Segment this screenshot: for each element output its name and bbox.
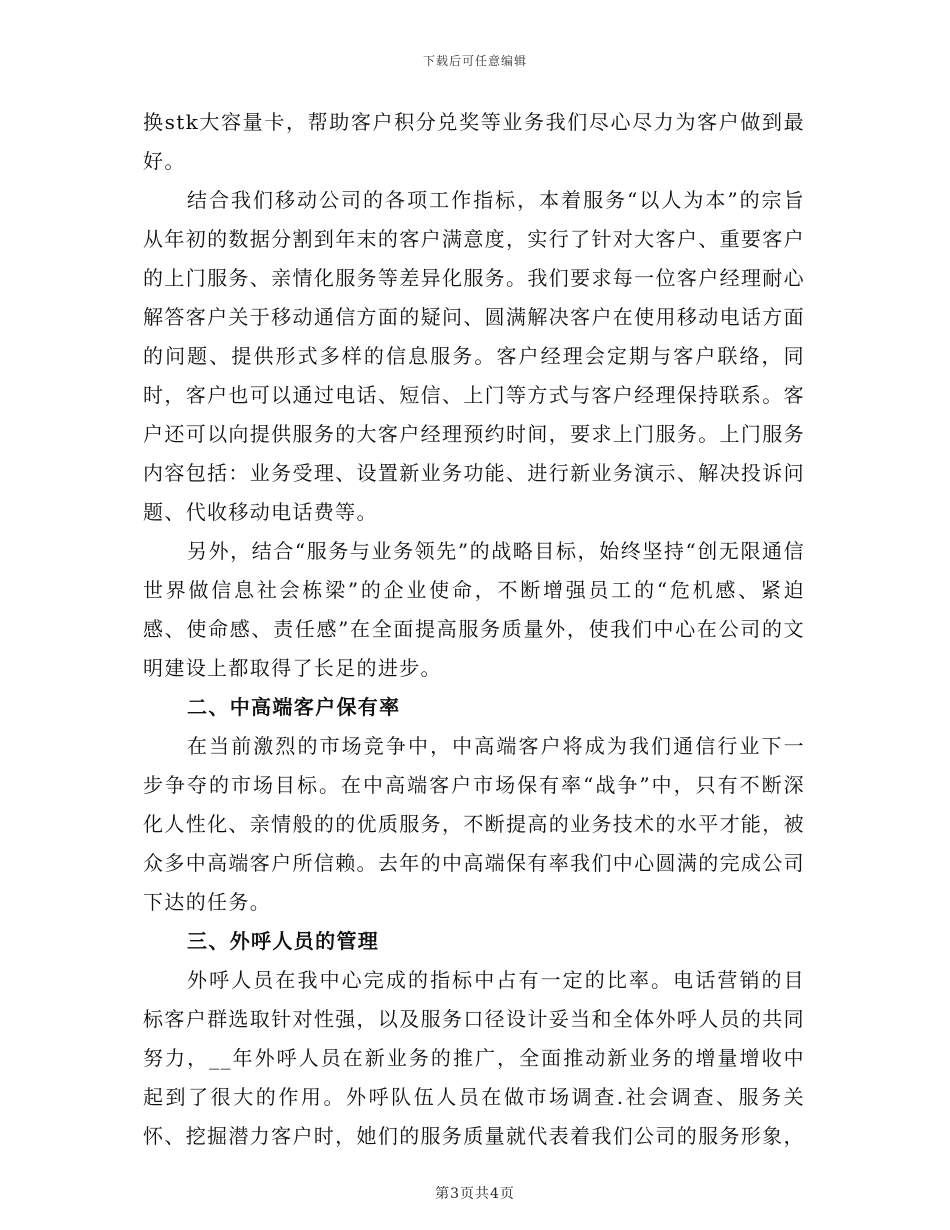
page-header: 下载后可任意编辑 xyxy=(422,54,527,68)
document-body xyxy=(143,103,805,1156)
section-heading-outbound-staff: 三、外呼人员的管理 xyxy=(187,929,380,953)
paragraph-outbound-staff: 外呼人员在我中心完成的指标中占有一定的比率。电话营销的目标客户群选取针对性强，以及服务口径设计妥当和全体外呼人员的共同努力，__年外呼人员在新业务的推广，全面推动新业务的增量增收中起到了很大的作用。外呼队伍人员在做市场调查.社会调查、服务关怀、挖掘潜力客户时，她们的服务质量就代表着我们公司的服务形象， xyxy=(143,968,805,1148)
section-heading-high-end-retention: 二、中高端客户保有率 xyxy=(187,695,401,719)
paragraph-strategy: 另外，结合“服务与业务领先”的战略目标，始终坚持“创无限通信世界做信息社会栋梁”的企业使命，不断增强员工的“危机感、紧迫感、使命感、责任感”在全面提高服务质量外，使我们中心在公司的文明建设上都取得了长足的进步。 xyxy=(143,539,805,680)
page-footer: 第3页共4页 xyxy=(435,1186,515,1202)
paragraph-continued: 换stk大容量卡，帮助客户积分兑奖等业务我们尽心尽力为客户做到最好。 xyxy=(143,110,805,173)
paragraph-customer-service: 结合我们移动公司的各项工作指标，本着服务“以人为本”的宗旨从年初的数据分割到年末的客户满意度，实行了针对大客户、重要客户的上门服务、亲情化服务等差异化服务。我们要求每一位客户经理耐心解答客户关于移动通信方面的疑问、圆满解决客户在使用移动电话方面的问题、提供形式多样的信息服务。客户经理会定期与客户联络，同时，客户也可以通过电话、短信、上门等方式与客户经理保持联系。客户还可以向提供服务的大客户经理预约时间，要求上门服务。上门服务内容包括：业务受理、设置新业务功能、进行新业务演示、解决投诉问题、代收移动电话费等。 xyxy=(143,188,805,524)
paragraph-high-end-retention: 在当前激烈的市场竞争中，中高端客户将成为我们通信行业下一步争夺的市场目标。在中高端客户市场保有率“战争”中，只有不断深化人性化、亲情般的的优质服务，不断提高的业务技术的水平才能，被众多中高端客户所信赖。去年的中高端保有率我们中心圆满的完成公司下达的任务。 xyxy=(143,734,805,914)
